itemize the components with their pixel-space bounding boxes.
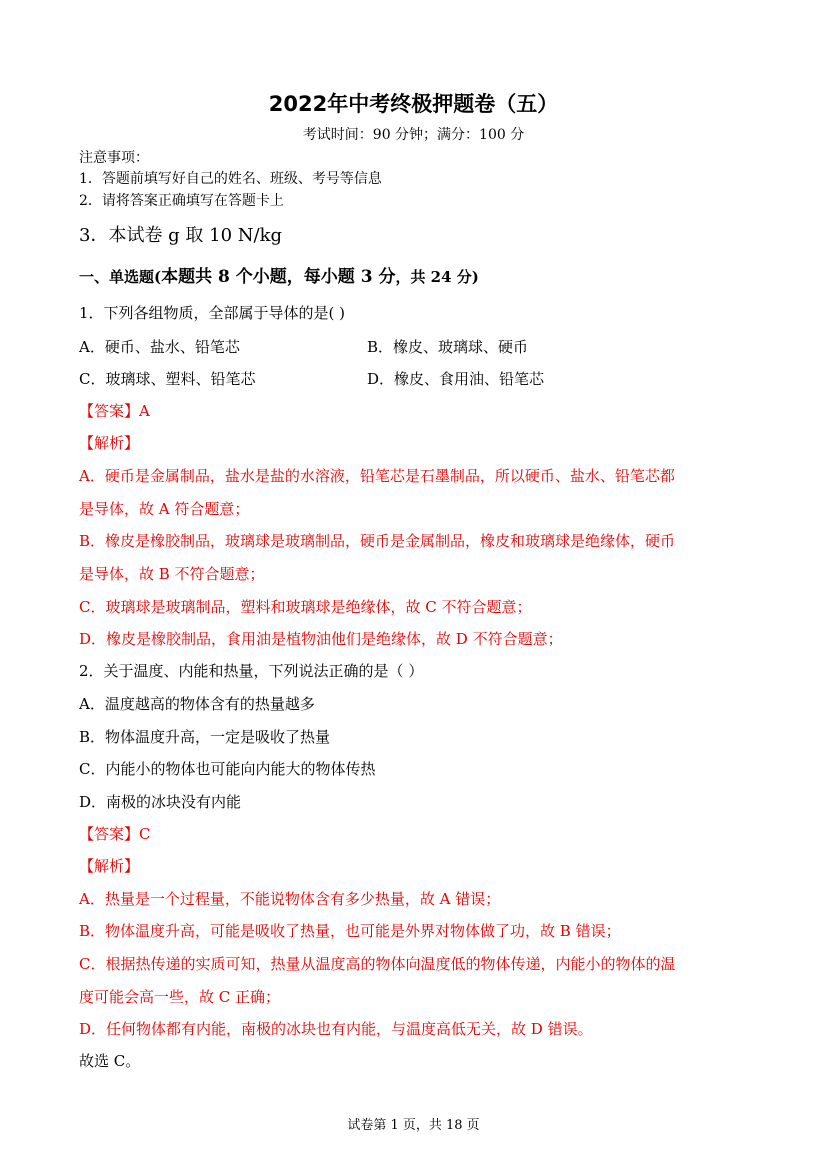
question-1-option-d: D．橡皮、食用油、铅笔芯 [367,370,545,388]
question-1-explanation-a-line2: 是导体，故 A 符合题意； [79,500,250,518]
section-heading [79,262,479,287]
question-1-explanation-a-line1: A．硬币是金属制品，盐水是盐的水溶液，铅笔芯是石墨制品，所以硬币、盐水、铅笔芯都 [79,467,675,485]
question-1-option-b: B．橡皮、玻璃球、硬币 [367,338,529,356]
question-2-explanation-a: A．热量是一个过程量，不能说物体含有多少热量，故 A 错误； [79,890,501,908]
question-1-answer: 【答案】A [79,402,150,420]
question-2-option-b: B．物体温度升高，一定是吸收了热量 [79,728,331,746]
section-suffix: ，共 24 分) [395,268,479,286]
question-2-answer: 【答案】C [79,825,151,843]
question-1-explanation-b-line1: B．橡皮是橡胶制品，玻璃球是玻璃制品，硬币是金属制品，橡皮和玻璃球是绝缘体，硬币 [79,532,676,550]
notes-heading: 注意事项： [79,150,149,166]
question-1-option-a: A．硬币、盐水、铅笔芯 [79,338,240,356]
question-2-explanation-b: B．物体温度升高，可能是吸收了热量，也可能是外界对物体做了功，故 B 错误； [79,922,621,940]
question-2-explanation-c-line1: C．根据热传递的实质可知，热量从温度高的物体向温度低的物体传递，内能小的物体的温 [79,955,676,973]
question-1-explanation-b-line2: 是导体，故 B 不符合题意； [79,565,265,583]
question-2-explanation-d: D．任何物体都有内能，南极的冰块也有内能，与温度高低无关，故 D 错误。 [79,1020,593,1038]
question-1-stem: 1．下列各组物质，全部属于导体的是( ) [79,304,346,322]
question-1-explanation-c: C．玻璃球是玻璃制品，塑料和玻璃球是绝缘体，故 C 不符合题意； [79,598,532,616]
question-2-conclusion: 故选 C。 [79,1052,141,1070]
exam-info: 考试时间：90 分钟；满分：100 分 [302,127,525,143]
page-title: 2022年中考终极押题卷（五） [268,92,559,116]
note-item-2: 2．请将答案正确填写在答题卡上 [79,193,284,209]
question-2-option-a: A．温度越高的物体含有的热量越多 [79,695,315,713]
question-2-option-d: D．南极的冰块没有内能 [79,793,242,811]
question-2-stem: 2．关于温度、内能和热量，下列说法正确的是（ ） [79,662,424,680]
question-2-option-c: C．内能小的物体也可能向内能大的物体传热 [79,760,376,778]
section-main: 本题共 8 个小题，每小题 3 分 [161,267,396,287]
note-item-1: 1．答题前填写好自己的姓名、班级、考号等信息 [79,171,382,187]
page-footer: 试卷第 1 页，共 18 页 [347,1118,480,1133]
question-1-option-c: C．玻璃球、塑料、铅笔芯 [79,370,256,388]
question-2-analysis-label: 【解析】 [79,857,140,875]
question-1-analysis-label: 【解析】 [79,434,140,452]
note-item-3: 3．本试卷 g 取 10 N/kg [79,225,283,246]
question-1-explanation-d: D．橡皮是橡胶制品，食用油是植物油他们是绝缘体，故 D 不符合题意； [79,630,563,648]
section-prefix: 一、单选题( [79,268,162,286]
question-2-explanation-c-line2: 度可能会高一些，故 C 正确； [79,988,281,1006]
